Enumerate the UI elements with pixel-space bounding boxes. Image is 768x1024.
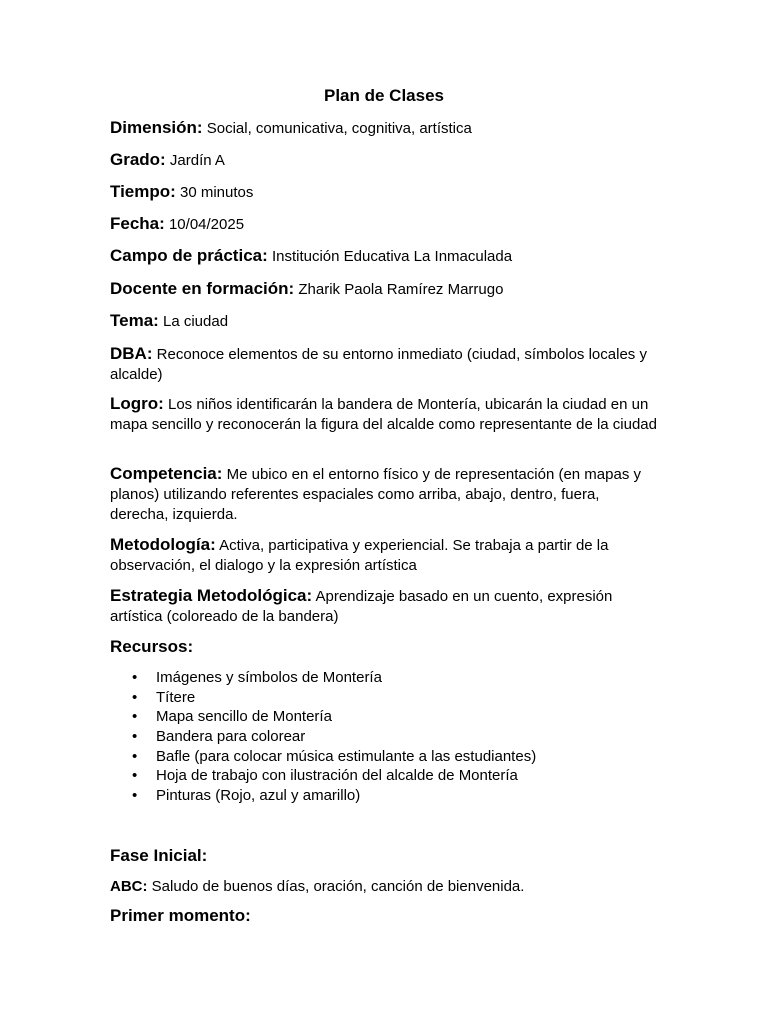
abc-label: ABC: [110,878,148,895]
field-value: La ciudad [162,313,229,330]
field-label: Metodología: [110,535,216,554]
field-label: Dimensión: [110,118,203,137]
field-label: Estrategia Metodológica: [110,586,313,605]
field-value: 10/04/2025 [168,216,245,233]
field-estrategia [110,586,658,627]
list-item-text: Pinturas (Rojo, azul y amarillo) [156,787,361,805]
field-value: Aprendizaje basado en un cuento, expresión artística (coloreado de la bandera) [110,588,613,625]
list-item-text: Bafle (para colocar música estimulante a las estudiantes) [156,747,537,765]
list-item-text: Bandera para colorear [156,728,306,746]
field-value: 30 minutos [179,184,254,201]
field-fecha [110,214,658,235]
field-label: DBA: [110,344,153,363]
list-item [110,668,658,688]
bullet-icon: • [132,688,138,706]
field-label: Campo de práctica: [110,246,268,265]
document-title: Plan de Clases [323,86,444,105]
field-logro [110,394,658,435]
field-value: Institución Educativa La Inmaculada [271,248,513,265]
list-item [110,766,658,786]
field-value: Zharik Paola Ramírez Marrugo [298,281,504,298]
bullet-icon: • [132,747,138,765]
bullet-icon: • [132,669,138,686]
list-item-text: Mapa sencillo de Montería [156,708,332,726]
field-docente [110,279,658,300]
fase-inicial-heading: Fase Inicial: [110,846,208,865]
list-item-text: Títere [156,688,196,706]
field-value: Jardín A [169,152,225,169]
bullet-icon: • [132,767,138,785]
field-competencia [110,464,658,525]
field-label: Logro: [110,394,164,413]
field-campo-practica [110,246,658,267]
field-value: Los niños identificarán la bandera de Montería, ubicarán la ciudad en un mapa sencillo y reconocerán la figura del alcalde como representante de la ciudad [110,396,657,433]
list-item [110,786,658,806]
primer-momento-heading: Primer momento: [110,906,251,925]
bullet-icon: • [132,708,138,726]
recursos-heading: Recursos: [110,637,194,656]
list-item [110,688,658,708]
abc-value: Saludo de buenos días, oración, canción de bienvenida. [151,878,525,895]
list-item-text: Hoja de trabajo con ilustración del alcalde de Montería [156,767,518,785]
field-dba [110,344,658,385]
field-label: Fecha: [110,214,165,233]
field-grado [110,150,658,171]
field-metodologia [110,535,658,576]
bullet-icon: • [132,787,138,805]
list-item [110,727,658,747]
field-label: Tema: [110,311,159,330]
field-value: Reconoce elementos de su entorno inmediato (ciudad, símbolos locales y alcalde) [110,346,647,383]
field-value: Social, comunicativa, cognitiva, artística [206,120,472,137]
field-tema [110,311,658,332]
list-item-text: Imágenes y símbolos de Montería [156,669,382,686]
list-item [110,707,658,727]
bullet-icon: • [132,728,138,746]
field-value: Activa, participativa y experiencial. Se trabaja a partir de la observación, el dialogo y la expresión artística [110,537,609,574]
field-tiempo [110,182,658,203]
field-label: Competencia: [110,464,223,483]
recursos-list [110,668,658,806]
field-label: Grado: [110,150,166,169]
field-value: Me ubico en el entorno físico y de representación (en mapas y planos) utilizando referentes espaciales como arriba, abajo, dentro, fuera, derecha, izquierda. [110,466,641,523]
list-item [110,747,658,767]
field-dimension [110,118,658,139]
abc-line [110,877,524,897]
field-label: Docente en formación: [110,279,295,298]
field-label: Tiempo: [110,182,176,201]
